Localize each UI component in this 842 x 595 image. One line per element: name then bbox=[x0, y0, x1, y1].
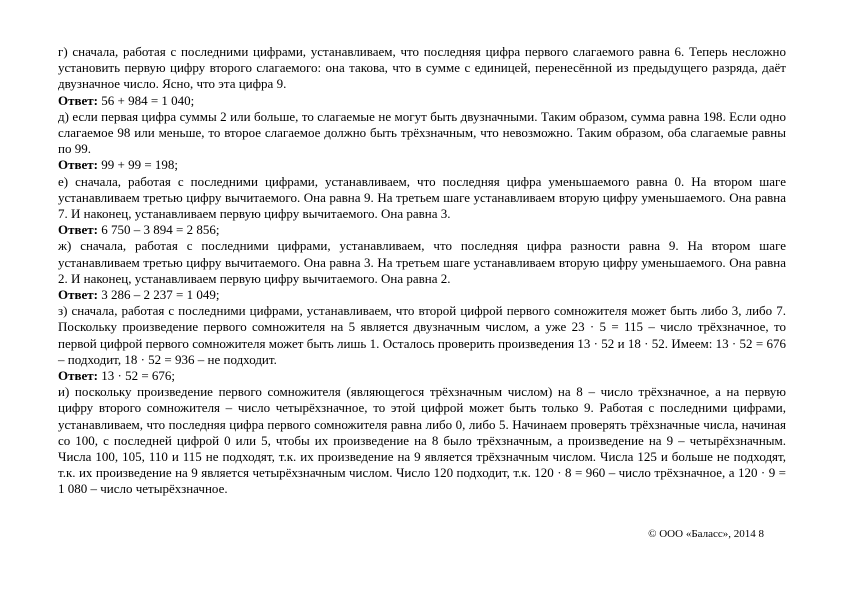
document-body bbox=[58, 44, 786, 498]
answer-value: 6 750 – 3 894 = 2 856; bbox=[101, 222, 220, 238]
paragraph-zh: ж) сначала, работая с последними цифрами, устанавливаем, что последняя цифра разности равна 9. На втором шаге устанавливаем третью цифру вычитаемого. Она равна 3. На третьем шаге устанавливаем вторую цифру уменьшаемого. Она равна 2. И наконец, устанавливаем первую цифру вычитаемого. Она равна 2. bbox=[58, 238, 786, 286]
paragraph-d: д) если первая цифра суммы 2 или больше, то слагаемые не могут быть двузначными. Таким образом, сумма равна 198. Если одно слагаемое 98 или меньше, то второе слагаемое должно быть трёхзначным, что невозможно. Таким образом, оба слагаемые равны по 99. bbox=[58, 108, 786, 157]
answer-g bbox=[58, 93, 786, 109]
answer-z bbox=[58, 368, 786, 384]
answer-value: 13 · 52 = 676; bbox=[101, 368, 176, 384]
paragraph-z: з) сначала, работая с последними цифрами, устанавливаем, что второй цифрой первого сомножителя может быть либо 3, либо 7. Поскольку произведение первого сомножителя на 5 является двузначным числом, а уже 23 · 5 = 115 – число трёхзначное, то первой цифрой первого сомножителя может быть лишь 1. Осталось проверить произведения 13 · 52 и 18 · 52. Имеем: 13 · 52 = 676 – подходит, 18 · 52 = 936 – не подходит. bbox=[58, 303, 786, 367]
paragraph-e: е) сначала, работая с последними цифрами, устанавливаем, что последняя цифра уменьшаемого равна 0. На втором шаге устанавливаем третью цифру вычитаемого. Она равна 9. На третьем шаге устанавливаем вторую цифру уменьшаемого. Она равна 7. И наконец, устанавливаем первую цифру вычитаемого. Она равна 3. bbox=[58, 173, 786, 222]
answer-value: 56 + 984 = 1 040; bbox=[101, 92, 195, 108]
answer-label: Ответ: bbox=[58, 287, 99, 303]
answer-e bbox=[58, 222, 786, 238]
answer-label: Ответ: bbox=[58, 157, 99, 173]
copyright-footer: © ООО «Баласс», 2014 8 bbox=[648, 528, 764, 540]
answer-d bbox=[58, 157, 786, 173]
answer-label: Ответ: bbox=[58, 222, 99, 238]
paragraph-i: и) поскольку произведение первого сомножителя (являющегося трёхзначным числом) на 8 – число трёхзначное, а на первую цифру второго сомножителя – число четырёхзначное, то этой цифрой может быть только 9. Работая с последними цифрами, устанавливаем, что последняя цифра первого сомножителя равна либо 0, либо 5. Начинаем проверять трёхзначные числа, начиная со 100, с последней цифрой 0 или 5, чтобы их произведение на 8 было трёхзначным, а произведение на 9 – четырёхзначным. Числа 100, 105, 110 и 115 не подходят, т.к. их произведение на 9 является трёхзначным числом. Числа 125 и больше не подходят, т.к. их произведение на 9 является четырёхзначным числом. Число 120 подходит, т.к. 120 · 8 = 960 – число трёхзначное, а 120 · 9 = 1 080 – число четырёхзначное. bbox=[58, 384, 786, 497]
answer-value: 3 286 – 2 237 = 1 049; bbox=[101, 287, 220, 303]
answer-label: Ответ: bbox=[58, 92, 99, 108]
paragraph-g: г) сначала, работая с последними цифрами, устанавливаем, что последняя цифра первого слагаемого равна 6. Теперь несложно установить первую цифру второго слагаемого: она такова, что в сумме с единицей, перенесённой из предыдущего разряда, даёт двузначное число. Ясно, что эта цифра 9. bbox=[58, 44, 786, 92]
answer-zh bbox=[58, 287, 786, 303]
answer-value: 99 + 99 = 198; bbox=[101, 157, 179, 173]
answer-label: Ответ: bbox=[58, 368, 99, 384]
